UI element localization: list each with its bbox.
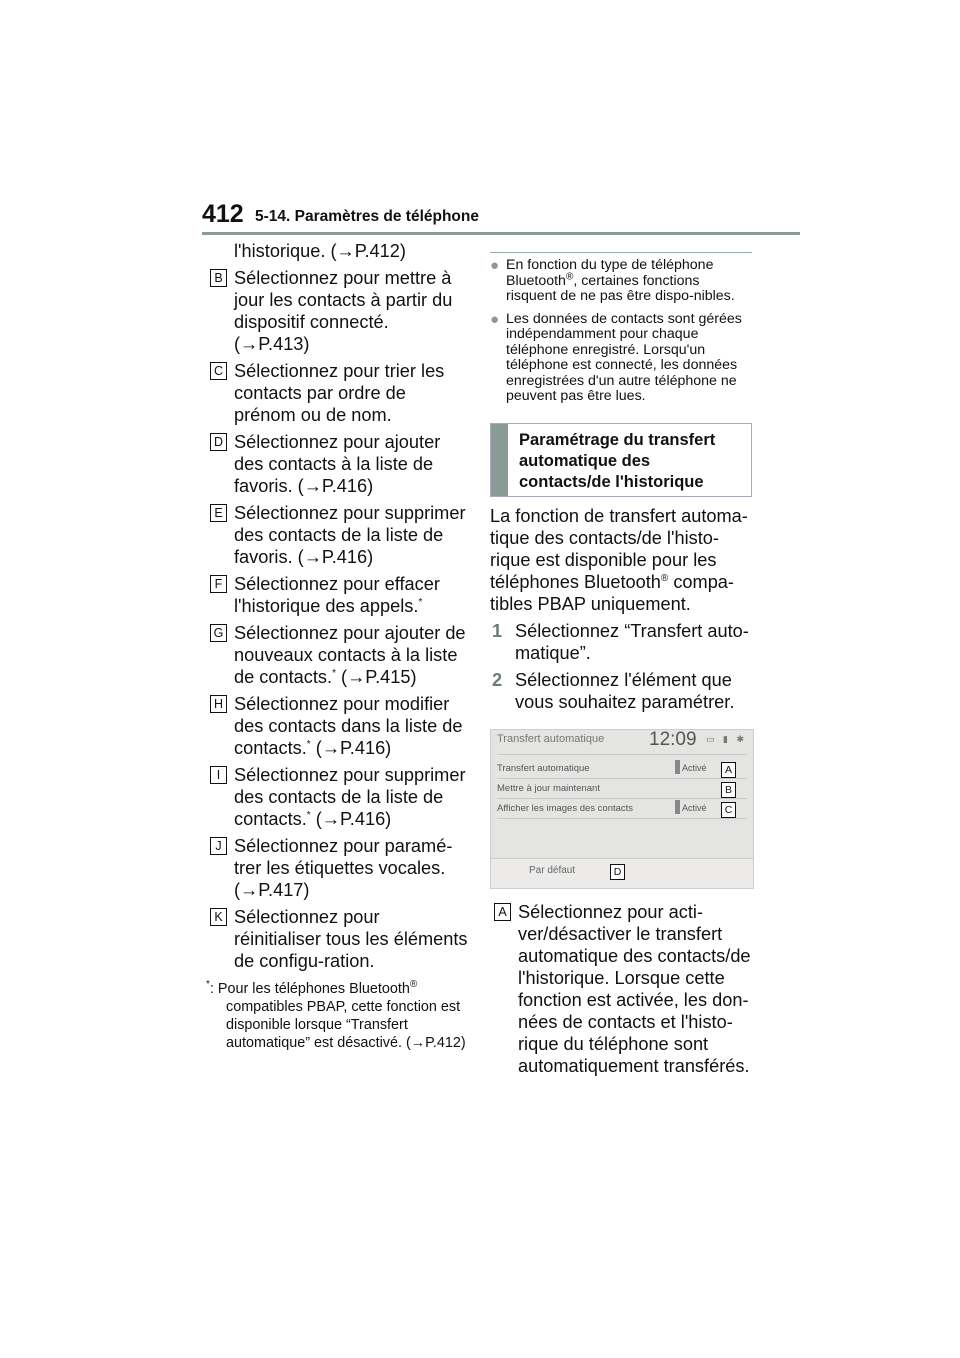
setting-label: Mettre à jour maintenant xyxy=(497,782,600,794)
list-item xyxy=(490,901,752,1077)
heading-bar xyxy=(491,424,508,496)
step-text: Sélectionnez l'élément que vous souhaitez paramétrer. xyxy=(515,669,735,712)
divider xyxy=(490,252,752,253)
callout-tag: B xyxy=(721,782,736,798)
registered-mark: ® xyxy=(409,979,418,991)
setting-label: Afficher les images des contacts xyxy=(497,802,634,814)
page-ref: (→P.416) xyxy=(310,738,392,758)
note-item xyxy=(490,258,752,305)
item-text: Sélectionnez pour supprimer des contacts de la liste de contacts. xyxy=(234,765,466,829)
divider xyxy=(497,818,747,819)
item-text: Sélectionnez pour mettre à jour les contacts à partir du dispositif connecté. (→P.413) xyxy=(234,268,453,354)
setting-label: Transfert automatique xyxy=(497,762,590,774)
setting-row[interactable] xyxy=(497,798,747,818)
intro-text: compa-tibles PBAP uniquement. xyxy=(490,571,734,614)
footnote-marker: * xyxy=(418,596,423,608)
callout-badge: E xyxy=(210,504,227,522)
callout-badge: F xyxy=(210,575,227,593)
callout-tag: D xyxy=(610,864,625,880)
step-number: 2 xyxy=(492,669,503,690)
list-item xyxy=(206,240,468,262)
list-item xyxy=(206,431,468,497)
setting-value: Activé xyxy=(682,762,707,773)
footnote-marker: * xyxy=(206,979,210,991)
setting-value: Activé xyxy=(682,802,707,813)
footnote-text: : Pour les téléphones Bluetooth xyxy=(209,981,410,997)
divider xyxy=(497,754,747,755)
item-text: Sélectionnez pour paramé-trer les étiquettes vocales. (→P.417) xyxy=(234,836,453,900)
list-item xyxy=(206,622,468,688)
step-text: Sélectionnez “Transfert auto-matique”. xyxy=(515,620,749,663)
item-text: Sélectionnez pour trier les contacts par ordre de prénom ou de nom. xyxy=(234,361,445,425)
callout-badge: H xyxy=(210,695,227,713)
footnote-marker: * xyxy=(306,738,311,750)
callout-badge: B xyxy=(210,269,227,287)
header-rule xyxy=(202,232,800,235)
callout-badge: I xyxy=(210,766,227,784)
item-text: Sélectionnez pour acti-ver/désactiver le transfert automatique des contacts/de l'historique. Lorsque cette fonction est activée, les don-nées de contacts et l'histo-rique du téléphone sont automatiquement transférés. xyxy=(518,901,751,1076)
step-item xyxy=(490,620,752,664)
intro-text: La fonction de transfert automa-tique des contacts/de l'histo-rique est disponible pour les téléphones Bluetooth xyxy=(490,505,748,592)
bullet-icon: ● xyxy=(490,310,500,328)
item-text: Sélectionnez pour effacer l'historique des appels. xyxy=(234,574,440,616)
callout-tag: A xyxy=(721,762,736,778)
setting-row[interactable] xyxy=(497,778,747,798)
list-item xyxy=(206,693,468,759)
default-button-label: Par défaut xyxy=(529,864,576,876)
status-icons: ▭ ▮ ✱ xyxy=(706,733,747,744)
footnote-marker: * xyxy=(306,809,311,821)
callout-badge: K xyxy=(210,908,227,926)
item-text: Sélectionnez pour supprimer des contacts de la liste de favoris. (→P.416) xyxy=(234,503,466,567)
callout-badge: C xyxy=(210,362,227,380)
callout-badge: G xyxy=(210,624,227,642)
page-number: 412 xyxy=(202,200,244,228)
section-title: 5-14. Paramètres de téléphone xyxy=(255,208,479,225)
screen-clock: 12:09 xyxy=(649,728,697,750)
list-item xyxy=(206,764,468,830)
step-item xyxy=(490,669,752,713)
section-heading-box xyxy=(490,423,752,497)
screen-title: Transfert automatique xyxy=(497,732,605,745)
list-item xyxy=(206,360,468,426)
item-text: l'historique. (→P.412) xyxy=(234,241,406,261)
list-item xyxy=(206,502,468,568)
callout-tag: C xyxy=(721,802,736,818)
callout-badge: J xyxy=(210,837,227,855)
note-item xyxy=(490,312,752,405)
page-ref: (→P.416) xyxy=(310,809,392,829)
item-text: Sélectionnez pour modifier des contacts dans la liste de contacts. xyxy=(234,694,463,758)
note-text: , certaines fonctions risquent de ne pas être dispo-nibles. xyxy=(506,272,735,304)
list-item xyxy=(206,573,468,617)
toggle-indicator xyxy=(675,760,680,774)
footnote xyxy=(206,980,468,1052)
right-column xyxy=(490,252,752,1082)
section-heading: Paramétrage du transfert automatique des contacts/de l'historique xyxy=(519,430,716,491)
item-text: Sélectionnez pour ajouter de nouveaux contacts à la liste de contacts. xyxy=(234,623,466,687)
bullet-icon: ● xyxy=(490,257,500,274)
list-item xyxy=(206,906,468,972)
registered-mark: ® xyxy=(565,270,574,282)
left-column xyxy=(206,240,468,1052)
note-text: En fonction du type de téléphone Bluetooth xyxy=(506,257,714,289)
callout-badge: A xyxy=(494,903,511,921)
step-number: 1 xyxy=(492,620,503,641)
setting-row[interactable] xyxy=(497,758,747,778)
footnote-body: compatibles PBAP, cette fonction est disponible lorsque “Transfert automatique” est désactivé. (→P.412) xyxy=(226,999,466,1051)
note-text: Les données de contacts sont gérées indépendamment pour chaque téléphone enregistré. Lorsqu'un téléphone est connecté, les données enregistrées d'un autre téléphone ne peuvent pas être lues. xyxy=(506,310,742,404)
page-ref: (→P.415) xyxy=(335,667,417,687)
registered-mark: ® xyxy=(660,572,669,584)
list-item xyxy=(206,835,468,901)
footnote-marker: * xyxy=(332,667,336,679)
toggle-indicator xyxy=(675,800,680,814)
item-text: Sélectionnez pour réinitialiser tous les éléments de configu-ration. xyxy=(234,907,468,971)
intro-paragraph xyxy=(490,505,752,615)
screen-illustration xyxy=(490,729,754,889)
list-item xyxy=(206,267,468,355)
callout-badge: D xyxy=(210,433,227,451)
item-text: Sélectionnez pour ajouter des contacts à la liste de favoris. (→P.416) xyxy=(234,432,441,496)
